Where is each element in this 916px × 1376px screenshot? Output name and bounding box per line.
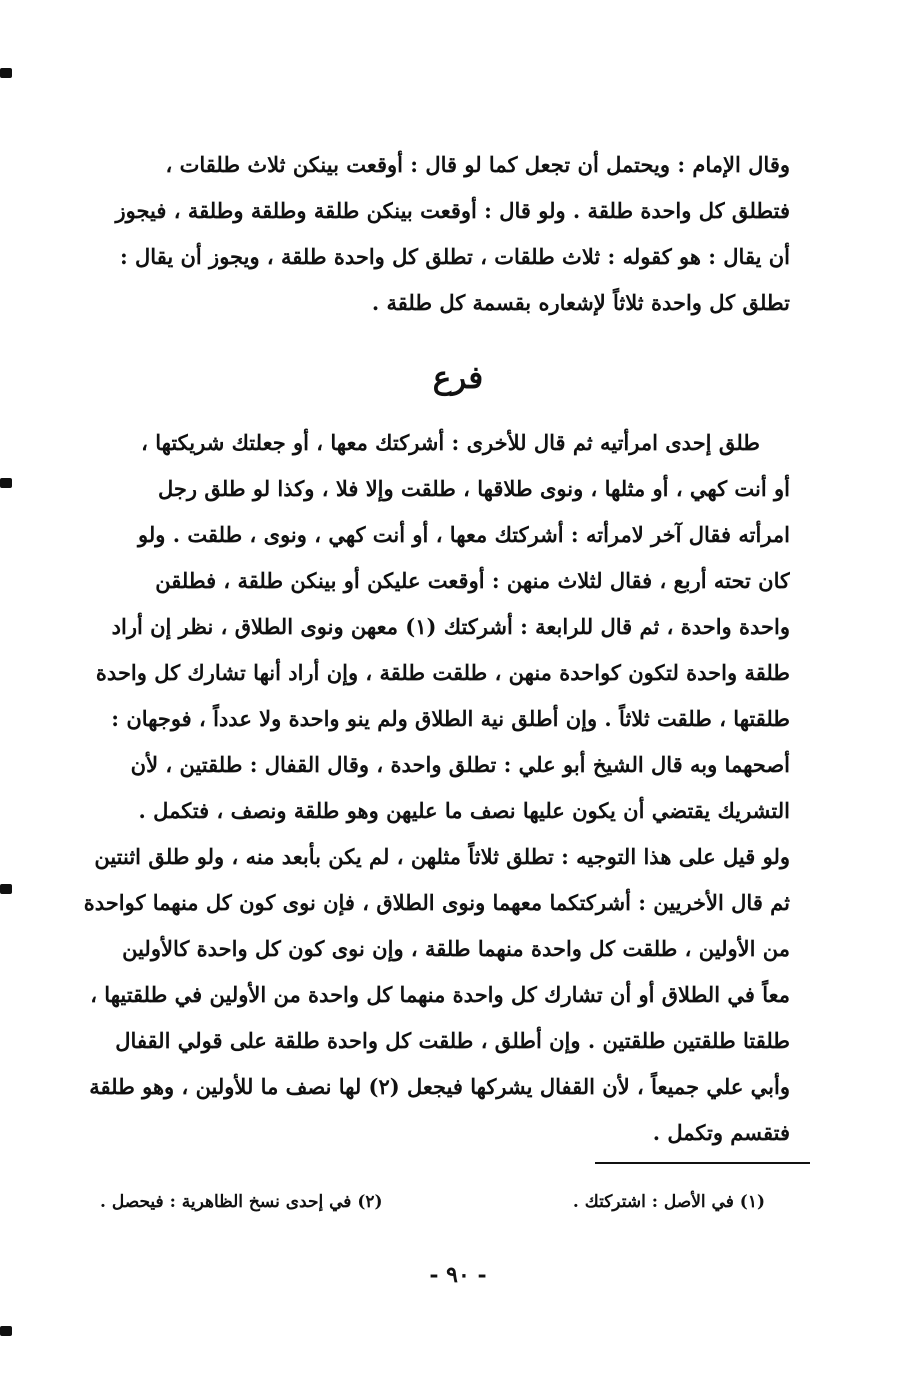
footnotes: [100, 1192, 765, 1212]
text-line: طلق إحدى امرأتيه ثم قال للأخرى : أشركتك معها ، أو جعلتك شريكتها ،: [141, 430, 760, 455]
text-line: ثم قال الأخريين : أشركتكما معهما ونوى الطلاق ، فإن نوى كون كل منهما كواحدة: [83, 890, 790, 915]
binding-mark: [0, 884, 12, 894]
binding-mark: [0, 1326, 12, 1336]
text-line: ولو قيل على هذا التوجيه : تطلق ثلاثاً مثلهن ، لم يكن بأبعد منه ، ولو طلق اثنتين: [94, 844, 790, 869]
binding-mark: [0, 478, 12, 488]
footnote-1: (١) في الأصل : اشتركتك .: [572, 1192, 765, 1212]
text-line: أصحهما وبه قال الشيخ أبو علي : تطلق واحدة ، وقال القفال : طلقتين ، لأن: [130, 752, 790, 777]
text-line: طلقتا طلقتين طلقتين . وإن أطلق ، طلقت كل واحدة طلقة على قولي القفال: [115, 1028, 790, 1053]
text-line: تطلق كل واحدة ثلاثاً لإشعاره بقسمة كل طلقة .: [371, 290, 790, 315]
footnote-2: (٢) في إحدى نسخ الظاهرية : فيحصل .: [100, 1192, 383, 1212]
section-heading: فرع: [432, 360, 484, 396]
text-line: وأبي علي جميعاً ، لأن القفال يشركها فيجعل (٢) لها نصف ما للأولين ، وهو طلقة: [89, 1074, 790, 1099]
text-line: فتطلق كل واحدة طلقة . ولو قال : أوقعت بينكن طلقة وطلقة وطلقة ، فيجوز: [115, 198, 790, 223]
text-line: من الأولين ، طلقت كل واحدة منهما طلقة ، وإن نوى كون كل واحدة كالأولين: [122, 936, 790, 961]
text-line: التشريك يقتضي أن يكون عليها نصف ما عليهن وهو طلقة ونصف ، فتكمل .: [138, 798, 790, 823]
text-line: أن يقال : هو كقوله : ثلاث طلقات ، تطلق كل واحدة طلقة ، ويجوز أن يقال :: [119, 244, 790, 269]
paragraph-1: [70, 142, 790, 326]
text-line: طلقة واحدة لتكون كواحدة منهن ، طلقت طلقة ، وإن أراد أنها تشارك كل واحدة: [95, 660, 790, 685]
text-line: امرأته فقال آخر لامرأته : أشركتك معها ، أو أنت كهي ، ونوى ، طلقت . ولو: [138, 522, 790, 547]
binding-mark: [0, 68, 12, 78]
text-line: واحدة واحدة ، ثم قال للرابعة : أشركتك (١) معهن ونوى الطلاق ، نظر إن أراد: [111, 614, 790, 639]
text-line: وقال الإمام : ويحتمل أن تجعل كما لو قال : أوقعت بينكن ثلاث طلقات ،: [165, 152, 790, 177]
footnote-divider: [595, 1162, 810, 1164]
paragraph-2: [70, 420, 790, 1156]
text-line: كان تحته أربع ، فقال لثلاث منهن : أوقعت عليكن أو بينكن طلقة ، فطلقن: [155, 568, 790, 593]
text-line: معاً في الطلاق أو أن تشارك كل واحدة منهما كل واحدة من الأولين في طلقتيها ،: [90, 982, 790, 1007]
text-line: أو أنت كهي ، أو مثلها ، ونوى طلاقها ، طلقت وإلا فلا ، وكذا لو طلق رجل: [158, 476, 790, 501]
text-line: طلقتها ، طلقت ثلاثاً . وإن أطلق نية الطلاق ولم ينو واحدة ولا عدداً ، فوجهان :: [111, 706, 790, 731]
text-line: فتقسم وتكمل .: [652, 1120, 790, 1145]
page-number: - ٩٠ -: [429, 1262, 487, 1288]
